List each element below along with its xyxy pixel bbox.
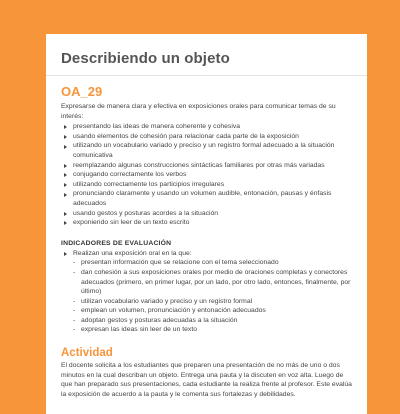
- objective-item: usando gestos y posturas acordes a la situación: [61, 209, 352, 219]
- objective-intro: Expresarse de manera clara y efectiva en exposiciones orales para comunicar temas de su interés:: [61, 103, 336, 120]
- objective-item: reemplazando algunas construcciones sintácticas familiares por otras más variadas: [61, 161, 352, 171]
- objective-code: OA_29: [61, 84, 103, 99]
- activity-title: Actividad: [61, 347, 113, 360]
- indicator-main: Realizan una exposición oral en la que:: [61, 249, 352, 259]
- indicator-list: [61, 258, 352, 335]
- indicators-heading: INDICADORES DE EVALUACIÓN: [61, 239, 172, 247]
- indicator-item: - emplean un volumen, pronunciación y entonación adecuados: [61, 306, 352, 316]
- indicator-item: - presentan información que se relacione con el tema seleccionado: [61, 258, 352, 268]
- indicator-item: - expresan las ideas sin leer de un texto: [61, 325, 352, 335]
- objective-item: conjugando correctamente los verbos: [61, 170, 352, 180]
- objective-item: exponiendo sin leer de un texto escrito: [61, 218, 352, 228]
- indicator-item: - dan cohesión a sus exposiciones orales por medio de oraciones completas y conectores adecuados (primero, en primer lugar, por un lado, por otro lado, entonces, finalmente, por último): [61, 268, 352, 297]
- title-divider: [46, 75, 367, 76]
- indicator-item: - adoptan gestos y posturas adecuadas a la situación: [61, 316, 352, 326]
- objective-list: [61, 122, 352, 228]
- activity-text: El docente solicita a los estudiantes que preparen una presentación de no más de uno o dos minutos en la cual describan un objeto. Entrega una pauta y la discuten en voz alta. Luego de que han preparado sus presentaciones, cada estudiante la realiza frente al profesor. Este evalúa la exposición de acuerdo a la pauta y le comenta sus fortalezas y debilidades.: [61, 362, 352, 398]
- objective-item: usando elementos de cohesión para relacionar cada parte de la exposición: [61, 132, 352, 142]
- objective-item: utilizando un vocabulario variado y preciso y un registro formal adecuado a la situación comunicativa: [61, 141, 352, 160]
- indicator-item: - utilizan vocabulario variado y preciso y un registro formal: [61, 297, 352, 307]
- page-title: Describiendo un objeto: [61, 50, 230, 67]
- document-card: [46, 34, 367, 414]
- objective-item: utilizando correctamente los participios irregulares: [61, 180, 352, 190]
- objective-item: pronunciando claramente y usando un volumen audible, entonación, pausas y énfasis adecuados: [61, 189, 352, 208]
- objective-item: presentando las ideas de manera coherente y cohesiva: [61, 122, 352, 132]
